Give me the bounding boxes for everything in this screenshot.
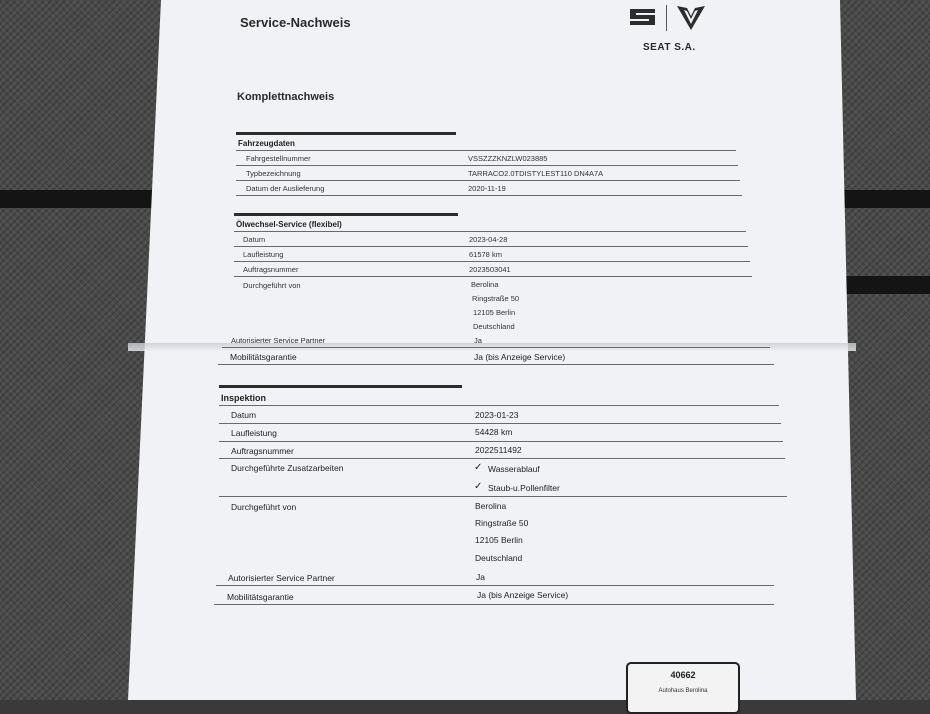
row-label: Typbezeichnung: [246, 169, 301, 178]
section-divider: [236, 132, 456, 135]
row-separator: [219, 496, 787, 497]
address-line: Ringstraße 50: [475, 518, 529, 528]
row-separator: [219, 458, 785, 459]
address-line: 12105 Berlin: [475, 535, 523, 545]
partner-label: Autorisierter Service Partner: [228, 573, 335, 583]
row-separator: [236, 165, 738, 166]
cupra-logo-icon: [676, 4, 706, 37]
performed-by-label: Durchgeführt von: [243, 281, 301, 290]
row-separator: [219, 405, 779, 406]
row-label: Laufleistung: [243, 250, 284, 259]
row-separator: [234, 276, 752, 277]
dealer-stamp: [626, 662, 740, 714]
row-separator: [234, 231, 746, 232]
extra-work-label: Durchgeführte Zusatzarbeiten: [231, 463, 344, 473]
mobility-label: Mobilitätsgarantie: [227, 592, 294, 602]
delivery-date-value: 2020-11-19: [468, 184, 506, 193]
address-line: Ringstraße 50: [472, 294, 520, 303]
seat-logo-icon: [628, 6, 658, 33]
mobility-value: Ja (bis Anzeige Service): [477, 590, 569, 600]
inspection-mileage-value: 54428 km: [475, 427, 513, 437]
row-separator: [218, 364, 774, 365]
row-label: Datum der Auslieferung: [246, 184, 325, 193]
row-separator: [219, 441, 783, 442]
row-separator: [236, 180, 740, 181]
document-subtitle: Komplettnachweis: [237, 91, 335, 103]
stamp-number: 40662: [670, 670, 696, 680]
partner-value: Ja: [474, 336, 482, 345]
extra-work-item: Staub-u.Pollenfilter: [488, 483, 560, 493]
oil-mileage-value: 61578 km: [469, 250, 502, 259]
address-line: Berolina: [471, 280, 499, 289]
section-vehicle-title: Fahrzeugdaten: [238, 139, 295, 148]
row-label: Auftragsnummer: [243, 265, 299, 274]
extra-work-item: Wasserablauf: [488, 464, 540, 474]
oil-date-value: 2023-04-28: [469, 235, 508, 244]
row-separator: [236, 195, 742, 196]
partner-label: Autorisierter Service Partner: [231, 336, 326, 345]
type-value: TARRACO2.0TDISTYLEST110 DN4A7A: [468, 169, 604, 178]
checkmark-icon: ✓: [474, 462, 483, 473]
row-label: Fahrgestellnummer: [246, 154, 311, 163]
mobility-value: Ja (bis Anzeige Service): [474, 352, 566, 362]
brand-name: SEAT S.A.: [643, 42, 696, 53]
row-separator: [236, 150, 736, 151]
document-title: Service-Nachweis: [240, 15, 351, 30]
section-inspection-title: Inspektion: [221, 393, 267, 403]
row-label: Laufleistung: [231, 428, 277, 438]
row-label: Datum: [231, 410, 257, 420]
row-label: Auftragsnummer: [231, 446, 294, 456]
row-separator: [222, 347, 770, 348]
row-separator: [234, 261, 750, 262]
address-line: Berolina: [475, 501, 507, 511]
address-line: 12105 Berlin: [473, 308, 516, 317]
section-divider: [219, 385, 462, 388]
row-label: Datum: [243, 235, 266, 244]
row-separator: [219, 423, 781, 424]
section-oil-title: Ölwechsel-Service (flexibel): [236, 220, 342, 229]
row-separator: [216, 585, 774, 586]
performed-by-label: Durchgeführt von: [231, 502, 297, 512]
partner-value: Ja: [476, 572, 485, 582]
oil-order-value: 2023503041: [469, 265, 511, 274]
checkmark-icon: ✓: [474, 481, 483, 492]
address-line: Deutschland: [475, 553, 523, 563]
inspection-order-value: 2022511492: [475, 445, 522, 455]
row-separator: [234, 246, 748, 247]
mobility-label: Mobilitätsgarantie: [230, 352, 297, 362]
inspection-date-value: 2023-01-23: [475, 410, 519, 420]
row-separator: [214, 604, 774, 605]
logo-divider: [666, 5, 667, 31]
section-divider: [234, 213, 458, 216]
stamp-dealer-name: Autohaus Berolina: [658, 688, 708, 694]
address-line: Deutschland: [473, 322, 515, 331]
vin-value: VSSZZZKNZLW023885: [468, 154, 548, 163]
